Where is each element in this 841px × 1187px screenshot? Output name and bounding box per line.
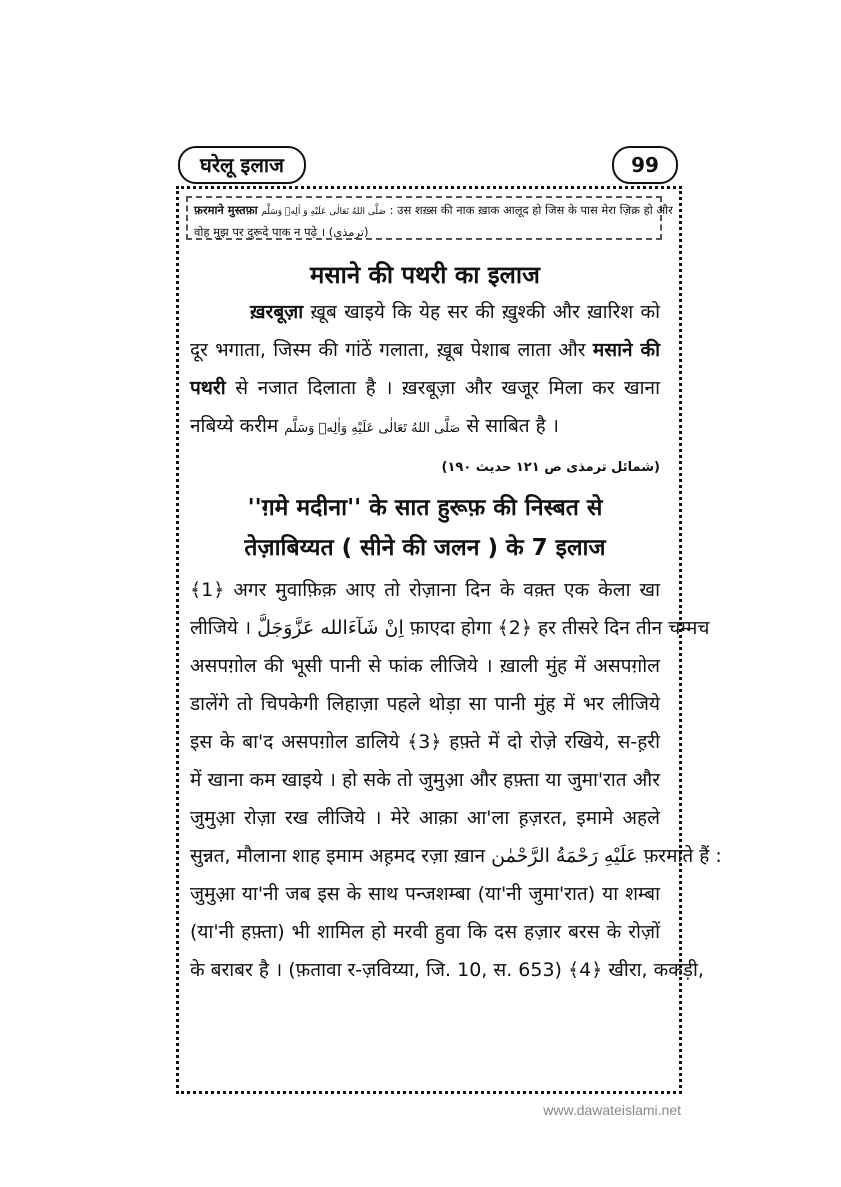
body-line: ﴾1﴿ अगर मुवाफ़िक़ आए तो रोज़ाना दिन के वक़्त एक केला खा xyxy=(190,579,660,601)
body-line: जुमुआ़ या'नी जब इस के साथ पन्जशम्बा (या'नी जुमा'रात) या शम्बा xyxy=(190,883,660,905)
body-line: दूर भगाता, जिस्म की गांठें गलाता, ख़ूब पेशाब लाता और मसाने की xyxy=(190,339,660,361)
body-line: के बराबर है । (फ़तावा र-ज़विय्या, जि. 10, स. 653) ﴾4﴿ खीरा, ककड़ी, xyxy=(190,959,704,981)
body-line: डालेंगे तो चिपकेगी लिहाज़ा पहले थोड़ा सा पानी मुंह में भर लीजिये xyxy=(190,693,660,715)
section-title: मसाने की पथरी का इलाज xyxy=(310,261,540,289)
section-subtitle: तेज़ाबिय्यत ( सीने की जलन ) के 7 इलाज xyxy=(244,535,606,561)
body-line: लीजिये । اِنْ شَآءَالله عَزَّوَجَلَّ फ़ाएदा होगा ﴾2﴿ हर तीसरे दिन तीन चम्मच xyxy=(190,617,710,639)
body-line: नबिय्ये करीम صَلَّى اللهُ تَعَالٰى عَلَيْهِ وَاٰلِهٖ وَسَلَّم से साबित है । xyxy=(190,415,560,437)
hadith-text-2: वोह मुझ पर दुरूदे पाक न पढ़े । (ترمذی) xyxy=(194,225,369,239)
body-line: असपग़ोल की भूसी पानी से फांक लीजिये । ख़ाली मुंह में असपग़ोल xyxy=(190,655,660,677)
body-line: जुमुआ़ रोज़ा रख लीजिये । मेरे आक़ा आ'ला ह़ज़रत, इमामे अहले xyxy=(190,807,660,829)
body-line: पथरी से नजात दिलाता है । ख़रबूज़ा और खजूर मिला कर खाना xyxy=(190,377,660,399)
salawat-text: صَلَّى اللهُ تَعَالٰى عَلَيْهِ وَ اٰلِهٖ وَسَلَّم xyxy=(261,207,386,217)
body-line: इस के बा'द असपग़ोल डालिये ﴾3﴿ हफ़्ते में दो रोज़े रखिये, स-ह़री xyxy=(190,731,660,753)
hadith-text-1: : उस शख़्स की नाक ख़ाक आलूद हो जिस के पास मेरा ज़िक्र हो और xyxy=(389,203,673,217)
section-title: ''ग़मे मदीना'' के सात हुरूफ़ की निस्बत से xyxy=(247,495,603,521)
hadith-box xyxy=(186,196,673,240)
book-title-label: घरेलू इलाज xyxy=(178,146,306,184)
website-watermark: www.dawateislami.net xyxy=(543,1102,681,1118)
body-line: में खाना कम खाइये । हो सके तो जुमुआ़ और हफ़्ता या जुमा'रात और xyxy=(190,769,660,791)
hadith-heading: फ़रमाने मुस्तफ़ा xyxy=(194,203,258,217)
body-line: सुन्नत, मौलाना शाह इमाम अह़मद रज़ा ख़ान عَلَيْهِ رَحْمَةُ الرَّحْمٰن फ़रमाते हैं : xyxy=(190,845,722,867)
body-line: (या'नी हफ़्ता) भी शामिल हो मरवी हुवा कि दस हज़ार बरस के रोज़ों xyxy=(190,921,660,943)
reference-citation: (شمائل ترمذی ص ۱۲۱ حدیث ۱۹۰) xyxy=(441,460,660,475)
page-number: 99 xyxy=(612,146,678,184)
body-line: ख़रबूज़ा ख़ूब खाइये कि येह सर की ख़ुश्की और ख़ारिश को xyxy=(250,301,660,323)
